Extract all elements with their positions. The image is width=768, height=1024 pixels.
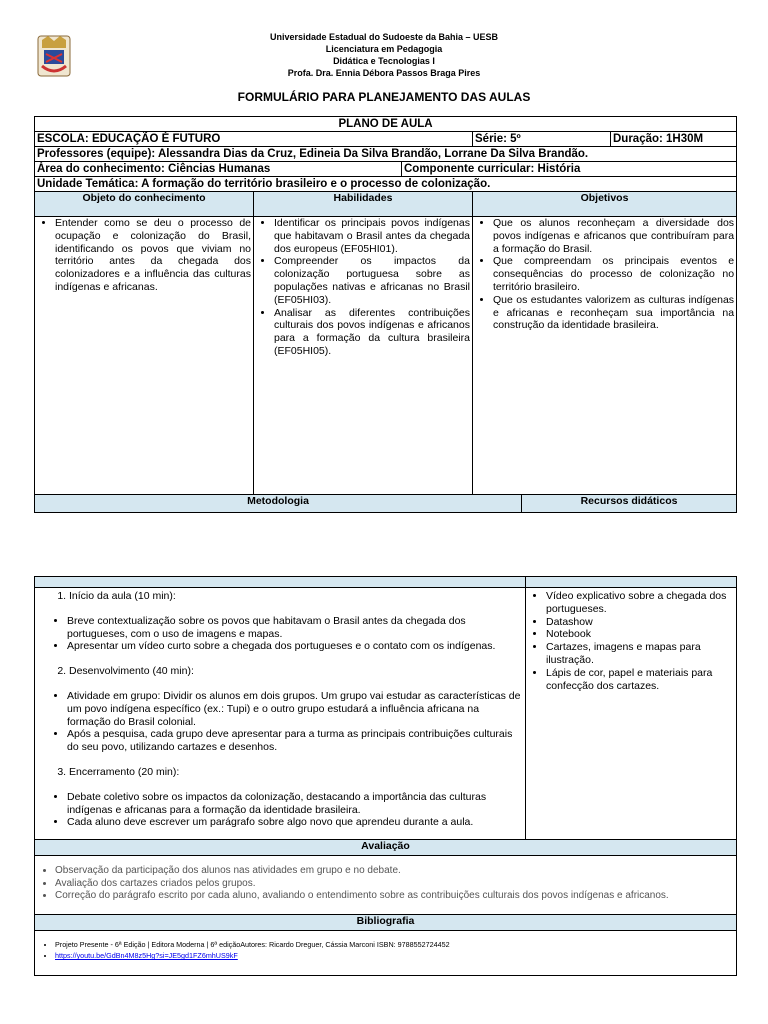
objeto-header: Objeto do conhecimento (35, 192, 254, 217)
step-2-list (37, 690, 523, 754)
objetivos-cell (473, 217, 737, 495)
objetivo-item: • Que compreendam os principais eventos e consequências do processo de colonização no território brasileiro. (493, 255, 734, 293)
objeto-list (37, 217, 251, 294)
metodologia-header: Metodologia (35, 495, 522, 513)
metodologia-cell (35, 588, 526, 840)
metodologia-item: • Atividade em grupo: Dividir os alunos em dois grupos. Um grupo vai estudar as características de um povo indígena específico (ex.: Tupi) e o outro grupo estudará a influência africana na formação do Brasil colonial. (67, 690, 523, 728)
serie-field: Série: 5º (473, 132, 611, 147)
recurso-item: • Notebook (546, 628, 734, 641)
avaliacao-header: Avaliação (35, 840, 737, 856)
recurso-item: • Vídeo explicativo sobre a chegada dos portugueses. (546, 590, 734, 616)
bibliografia-cell (35, 931, 737, 976)
area-field: Área do conhecimento: Ciências Humanas (35, 162, 402, 177)
objetivo-item: • Que os alunos reconheçam a diversidade dos povos indígenas e africanos que contribuíram para a formação do Brasil. (493, 217, 734, 255)
step-2-label: 2. Desenvolvimento (40 min): (69, 665, 523, 678)
university-name: Universidade Estadual do Sudoeste da Bahia – UESB (269, 32, 499, 42)
form-title: FORMULÁRIO PARA PLANEJAMENTO DAS AULAS (237, 90, 531, 104)
professores-field: Professores (equipe): Alessandra Dias da Cruz, Edineia Da Silva Brandão, Lorrane Da Silva Brandão. (35, 147, 737, 162)
metodologia-item: • Cada aluno deve escrever um parágrafo sobre algo novo que aprendeu durante a aula. (67, 816, 523, 829)
avaliacao-list (37, 865, 734, 903)
avaliacao-item: • Correção do parágrafo escrito por cada aluno, avaliando o entendimento sobre as contribuições culturais dos povos indígenas e africanos. (55, 890, 734, 903)
step-1-list (37, 615, 523, 653)
metodologia-item: • Após a pesquisa, cada grupo deve apresentar para a turma as principais contribuições culturais do seu povo, utilizando cartazes e desenhos. (67, 728, 523, 754)
method-table (34, 576, 737, 976)
objetivos-list (475, 217, 734, 332)
recurso-item: • Lápis de cor, papel e materiais para confecção dos cartazes. (546, 667, 734, 693)
avaliacao-cell (35, 856, 737, 915)
recursos-list (528, 590, 734, 692)
school-name: ESCOLA: EDUCAÇÃO É FUTURO (35, 132, 473, 147)
recurso-item: • Datashow (546, 616, 734, 629)
habilidades-cell (254, 217, 473, 495)
habilidade-item: • Compreender os impactos da colonização portuguesa sobre as populações nativas e africanas no Brasil (EF05HI03). (274, 255, 470, 306)
metodologia-blank-header (35, 577, 526, 588)
avaliacao-item: • Observação da participação dos alunos nas atividades em grupo e no debate. (55, 865, 734, 878)
professor-name: Profa. Dra. Ennia Débora Passos Braga Pires (287, 68, 481, 78)
metodologia-item: • Breve contextualização sobre os povos que habitavam o Brasil antes da chegada dos portugueses, com o uso de imagens e mapas. (67, 615, 523, 641)
subject-name: Didática e Tecnologias I (333, 56, 435, 66)
componente-field: Componente curricular: História (402, 162, 737, 177)
step-1-label: 1. Início da aula (10 min): (69, 590, 523, 603)
habilidades-header: Habilidades (254, 192, 473, 217)
habilidade-item: • Identificar os principais povos indígenas que habitavam o Brasil antes da chegada dos europeus (EF05HI01). (274, 217, 470, 255)
recursos-blank-header (526, 577, 737, 588)
recursos-header: Recursos didáticos (522, 495, 737, 513)
objetivo-item: • Que os estudantes valorizem as culturas indígenas e africanas e reconheçam sua importância na construção da identidade brasileira. (493, 294, 734, 332)
objeto-cell (35, 217, 254, 495)
step-3-list (37, 791, 523, 829)
objetivos-header: Objetivos (473, 192, 737, 217)
video-link[interactable]: https://youtu.be/GdBn4M8z5Hg?si=JE5gd1FZ6mhUS9kF (55, 951, 238, 960)
objeto-item: • Entender como se deu o processo de ocupação e colonização do Brasil, identificando os povos que viviam no território antes da chegada dos colonizadores e a influência das culturas indígenas e africanas. (55, 217, 251, 294)
habilidade-item: • Analisar as diferentes contribuições culturais dos povos indígenas e africanos para a formação da cultura brasileira (EF05HI05). (274, 307, 470, 358)
bibliografia-link-item (55, 950, 734, 961)
bibliografia-item: • Projeto Presente - 6ª Edição | Editora Moderna | 6ª ediçãoAutores: Ricardo Dreguer, Cássia Marconi ISBN: 9788552724452 (55, 939, 734, 950)
bibliografia-header: Bibliografia (35, 915, 737, 931)
habilidades-list (256, 217, 470, 358)
unidade-field: Unidade Temática: A formação do território brasileiro e o processo de colonização. (35, 177, 737, 192)
metodologia-item: • Apresentar um vídeo curto sobre a chegada dos portugueses e o contato com os indígenas. (67, 640, 523, 653)
duracao-field: Duração: 1H30M (611, 132, 737, 147)
plan-table (34, 116, 737, 513)
step-3-label: 3. Encerramento (20 min): (69, 766, 523, 779)
metodologia-item: • Debate coletivo sobre os impactos da colonização, destacando a importância das culturas indígenas e africanas para a formação da identidade brasileira. (67, 791, 523, 817)
recursos-cell (526, 588, 737, 840)
recurso-item: • Cartazes, imagens e mapas para ilustração. (546, 641, 734, 667)
plan-title: PLANO DE AULA (35, 117, 737, 132)
course-name: Licenciatura em Pedagogia (325, 44, 443, 54)
document-header (0, 31, 768, 79)
avaliacao-item: • Avaliação dos cartazes criados pelos grupos. (55, 878, 734, 891)
